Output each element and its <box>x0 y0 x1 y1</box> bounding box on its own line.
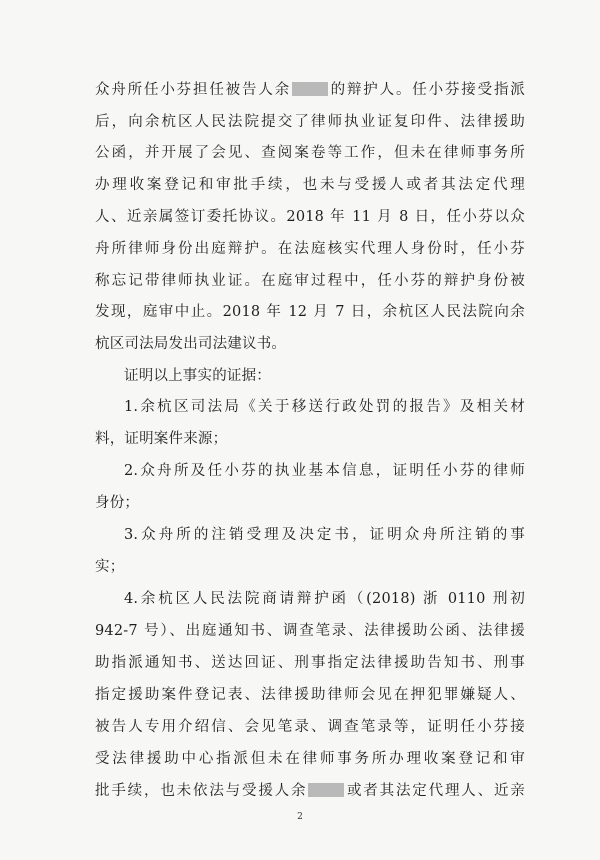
text-line: 后，向余杭区人民法院提交了律师执业证复印件、法律援助 <box>95 114 525 130</box>
text-line: 受法律援助中心指派但未在律师事务所办理收案登记和审 <box>95 751 525 767</box>
section-heading: 证明以上事实的证据： <box>124 368 271 384</box>
evidence-item-1: 1.余杭区司法局《关于移送行政处罚的报告》及相关材 <box>124 399 525 415</box>
text-line: 料，证明案件来源； <box>95 431 228 447</box>
text-segment: 批手续，也未依法与受援人余 <box>95 783 308 799</box>
text-line: 称忘记带律师执业证。在庭审过程中，任小芬的辩护身份被 <box>95 273 525 289</box>
evidence-item-2: 2.众舟所及任小芬的执业基本信息，证明任小芬的律师 <box>124 463 525 479</box>
text-line: 身份； <box>95 495 140 511</box>
text-line: 办理收案登记和审批手续，也未与受援人或者其法定代理 <box>95 177 525 193</box>
text-segment: 或者其法定代理人、近亲 <box>345 783 525 799</box>
text-line: 指定援助案件登记表、法律援助律师会见在押犯罪嫌疑人、 <box>95 687 525 703</box>
text-line: 被告人专用介绍信、会见笔录、调查笔录等，证明任小芬接 <box>95 719 525 735</box>
text-line: 舟所律师身份出庭辩护。在法庭核实代理人身份时，任小芬 <box>95 241 525 257</box>
text-line: 942-7 号）、出庭通知书、调查笔录、法律援助公函、法律援 <box>95 623 525 639</box>
text-line <box>95 80 525 100</box>
evidence-item-4: 4.余杭区人民法院商请辩护函（(2018) 浙 0110 刑初 <box>124 591 525 607</box>
text-line: 杭区司法局发出司法建议书。 <box>95 336 287 352</box>
text-line: 实； <box>95 559 125 575</box>
text-line: 公函，并开展了会见、查阅案卷等工作，但未在律师事务所 <box>95 145 525 161</box>
text-line: 发现，庭审中止。2018 年 12 月 7 日，余杭区人民法院向余 <box>95 304 525 320</box>
redaction-block <box>292 82 328 96</box>
text-segment: 的辩护人。任小芬接受指派 <box>329 82 525 98</box>
text-line: 人、近亲属签订委托协议。2018 年 11 月 8 日，任小芬以众 <box>95 209 525 225</box>
text-segment: 众舟所任小芬担任被告人余 <box>95 82 291 98</box>
text-line: 助指派通知书、送达回证、刑事指定法律援助告知书、刑事 <box>95 655 525 671</box>
redaction-block <box>308 783 344 797</box>
text-line <box>95 781 525 801</box>
page-number: 2 <box>297 812 303 822</box>
evidence-item-3: 3.众舟所的注销受理及决定书，证明众舟所注销的事 <box>124 527 525 543</box>
